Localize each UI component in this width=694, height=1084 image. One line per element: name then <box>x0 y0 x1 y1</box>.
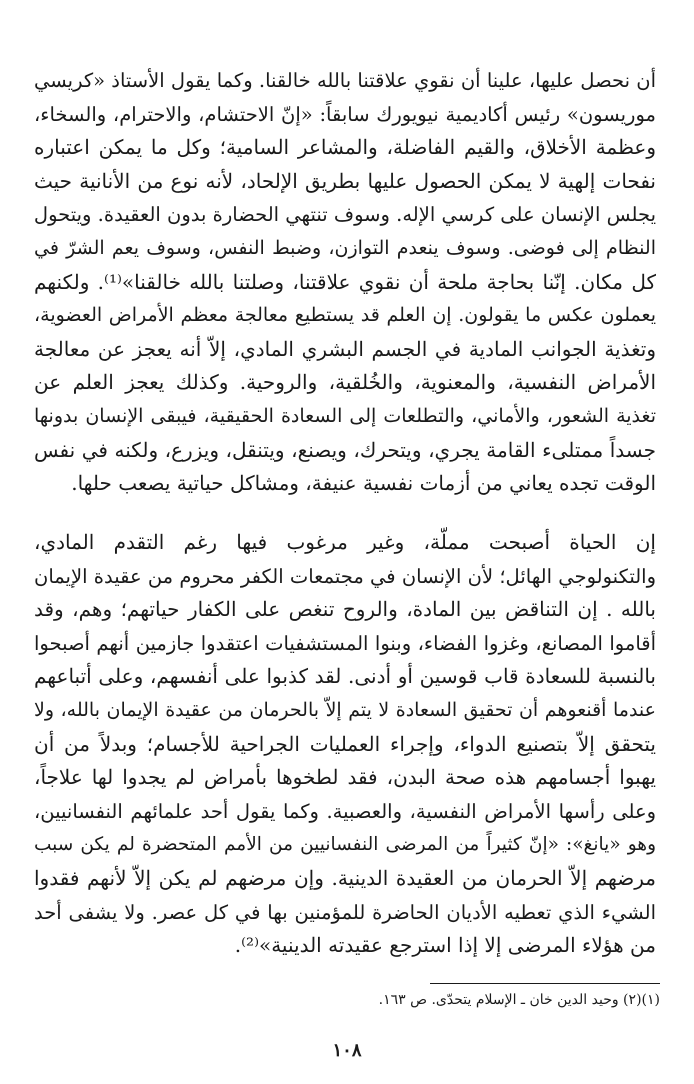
page-number: ١٠٨ <box>332 1040 362 1061</box>
text-line: النظام إلى فوضى. وسوف ينعدم التوازن، وضبط النفس، وسوف يعم الشرّ في <box>34 236 656 259</box>
text-line: الوقت تجده يعاني من أزمات نفسية عنيفة، ومشاكل حياتية يصعب حلها. <box>71 471 656 496</box>
text-line: الأمراض النفسية، والمعنوية، والخُلقية، والروحية. وكذلك يعجز العلم عن <box>34 370 656 395</box>
text-line: مرضهم إلاّ الحرمان من العقيدة الدينية. وإن مرضهم لم يكن إلاّ لأنهم فقدوا <box>34 865 656 890</box>
text-line: كل مكان. إنّنا بحاجة ملحة أن نقوي علاقتنا، وصلتنا بالله خالقنا»⁽¹⁾. ولكنهم <box>34 269 656 294</box>
footnote-divider <box>430 983 660 984</box>
text-line: أقاموا المصانع، وغزوا الفضاء، وبنوا المستشفيات اعتقدوا جازمين أنهم أصبحوا <box>34 631 656 655</box>
text-line: عندما أقنعوهم أن تحقيق السعادة لا يتم إلاّ بالحرمان من عقيدة الإيمان بالله، ولا <box>34 698 656 721</box>
text-line: أن نحصل عليها، علينا أن نقوي علاقتنا بالله خالقنا. وكما يقول الأستاذ «كريسي <box>34 69 656 92</box>
text-line: يهبوا أجسامهم هذه صحة البدن، فقد لطخوها بأمراض لم يجدوا لها علاجاً، <box>34 765 656 790</box>
text-line: من هؤلاء المرضى إلا إذا استرجع عقيدته الدينية»⁽²⁾. <box>234 933 656 958</box>
text-line: إن الحياة أصبحت مملّة، وغير مرغوب فيها رغم التقدم المادي، <box>34 530 656 554</box>
text-line: بالله . إن التناقض بين المادة، والروح تنغص على الكفار حياتهم؛ وهم، وقد <box>34 597 656 622</box>
text-line: وتغذية الجوانب المادية في الجسم البشري المادي، إلاّ أنه يعجز عن معالجة <box>34 336 656 361</box>
paragraph-1 <box>34 64 656 501</box>
text-line: يعملون عكس ما يقولون. إن العلم قد يستطيع معالجة معظم الأمراض العضوية، <box>34 304 656 327</box>
text-line: يجلس الإنسان على كرسي الإله. وسوف تنتهي الحضارة بدون العقيدة. ويتحول <box>34 203 656 227</box>
text-line: نفحات إلهية لا يمكن الحصول عليها بطريق الإلحاد، لأنه نوع من الأنانية حيث <box>34 168 656 193</box>
text-line: جسداً ممتلىء القامة يجري، ويتحرك، ويصنع، ويتنقل، ويزرع، ولكنه في نفس <box>34 437 656 462</box>
text-line: يتحقق إلاّ بتصنيع الدواء، وإجراء العمليات الجراحية للأجسام؛ وبدلاً من أن <box>34 731 656 756</box>
paragraph-2 <box>34 526 656 963</box>
text-line: والتكنولوجي الهائل؛ لأن الإنسان في مجتمعات الكفر محروم من عقيدة الإيمان <box>34 564 656 588</box>
text-line: وعلى رأسها الأمراض النفسية، والعصبية. وكما يقول أحد علمائهم النفسانيين، <box>34 799 656 823</box>
text-line: موريسون» رئيس أكاديمية نيويورك سابقاً: «إنّ الاحتشام، والاحترام، والسخاء، <box>34 102 656 126</box>
text-line: بالنسبة للسعادة قاب قوسين أو أدنى. لقد كذبوا على أنفسهم، وعلى أتباعهم <box>34 664 656 689</box>
text-line: تغذية الشعور، والأماني، والتطلعات إلى السعادة الحقيقية، فيبقى الإنسان بدونها <box>34 404 656 427</box>
footnote: (١)(٢) وحيد الدين خان ـ الإسلام يتحدّى. ص ١٦٣. <box>378 992 660 1008</box>
text-line: وهو «يانغ»: «إنّ كثيراً من المرضى النفسانيين من الأمم المتحضرة لم يكن سبب <box>34 834 656 856</box>
text-line: وعظمة الأخلاق، والقيم الفاضلة، والمشاعر السامية؛ وكل ما يمكن اعتباره <box>34 135 656 160</box>
text-line: الشيء الذي تعطيه الأديان الحاضرة للمؤمنين بها في كل عصر. ولا يشفى أحد <box>34 900 656 924</box>
